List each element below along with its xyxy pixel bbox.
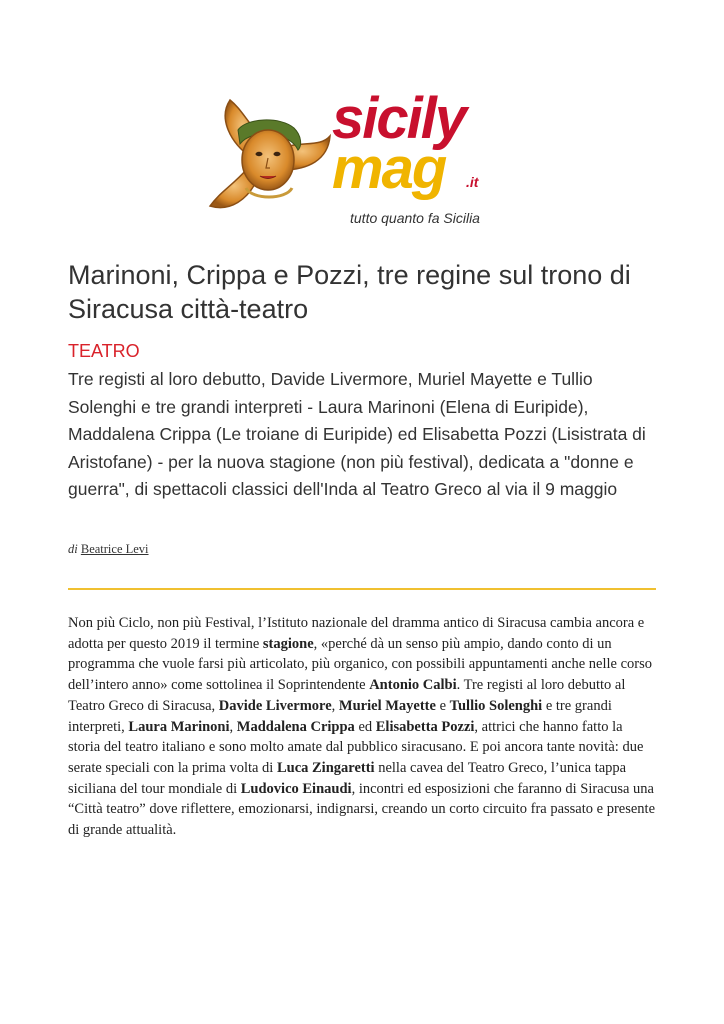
body-text-run: Non più Ciclo, non più Festival, l’Istituto nazionale del dramma antico di Siracusa cambia ancora e adotta per questo 2019 il termine	[68, 615, 645, 652]
body-text-run: , attrici che hanno fatto la storia del teatro italiano e sono molto amate dal pubblico siracusano. E poi ancora tante novità: due serate speciali con la prima volta di	[68, 718, 644, 776]
author-link[interactable]: Beatrice Levi	[80, 542, 149, 556]
article-title: Marinoni, Crippa e Pozzi, tre regine sul trono di Siracusa città-teatro	[68, 260, 631, 324]
body-bold-text: Laura Marinoni	[128, 718, 230, 735]
article-body	[68, 613, 658, 841]
body-bold-text: Luca Zingaretti	[276, 759, 375, 776]
body-text-run: e	[435, 697, 450, 714]
brand-tld: .it	[466, 174, 479, 190]
body-bold-text: stagione	[262, 635, 314, 652]
body-text-run: , «perché dà un senso più ampio, dando conto di un programma che vuole farsi più articolato, più organico, con possibili appuntamenti anche nelle corso dell’intero anno» come sottolinea il Soprintendente	[68, 635, 652, 694]
brand-tagline: tutto quanto fa Sicilia	[350, 210, 480, 226]
article-category[interactable]: TEATRO	[68, 341, 140, 361]
body-bold-text: Tullio Solenghi	[449, 697, 543, 714]
body-text-run: , incontri ed esposizioni che faranno di Siracusa una “Città teatro” dove riflettere, emozionarsi, indignarsi, creando un corto circuito fra passato e presente di grande attualità.	[68, 780, 656, 839]
divider	[68, 588, 656, 590]
body-bold-text: Antonio Calbi	[369, 677, 457, 694]
body-bold-text: Elisabetta Pozzi	[375, 718, 475, 735]
byline-prefix: di	[68, 542, 78, 556]
body-bold-text: Davide Livermore	[218, 697, 332, 714]
body-text-run: ed	[354, 718, 376, 735]
body-text-run: ,	[331, 697, 339, 714]
body-text-run: ,	[229, 718, 237, 735]
brand-name-mag: mag	[332, 136, 446, 201]
body-bold-text: Maddalena Crippa	[236, 718, 355, 735]
body-text-run: nella cavea del Teatro Greco, l’unica tappa siciliana del tour mondiale di	[68, 759, 627, 797]
body-text-run: e tre grandi interpreti,	[68, 697, 612, 735]
article-summary: Tre registi al loro debutto, Davide Livermore, Muriel Mayette e Tullio Solenghi e tre grandi interpreti - Laura Marinoni (Elena di Euripide), Maddalena Crippa (Le troiane di Euripide) ed Elisabetta Pozzi (Lisistrata di Aristofane) - per la nuova stagione (non più festival), dedicata a "donne e guerra", di spettacoli classici dell'Inda al Teatro Greco al via il 9 maggio	[68, 369, 646, 499]
brand-name-sicily: sicily	[332, 86, 466, 151]
body-bold-text: Ludovico Einaudi	[240, 780, 352, 797]
body-bold-text: Muriel Mayette	[338, 697, 436, 714]
byline	[68, 542, 149, 557]
body-text-run: . Tre registi al loro debutto al Teatro Greco di Siracusa,	[68, 677, 626, 714]
site-logo[interactable]	[190, 88, 530, 238]
trinacria-icon	[190, 88, 340, 238]
